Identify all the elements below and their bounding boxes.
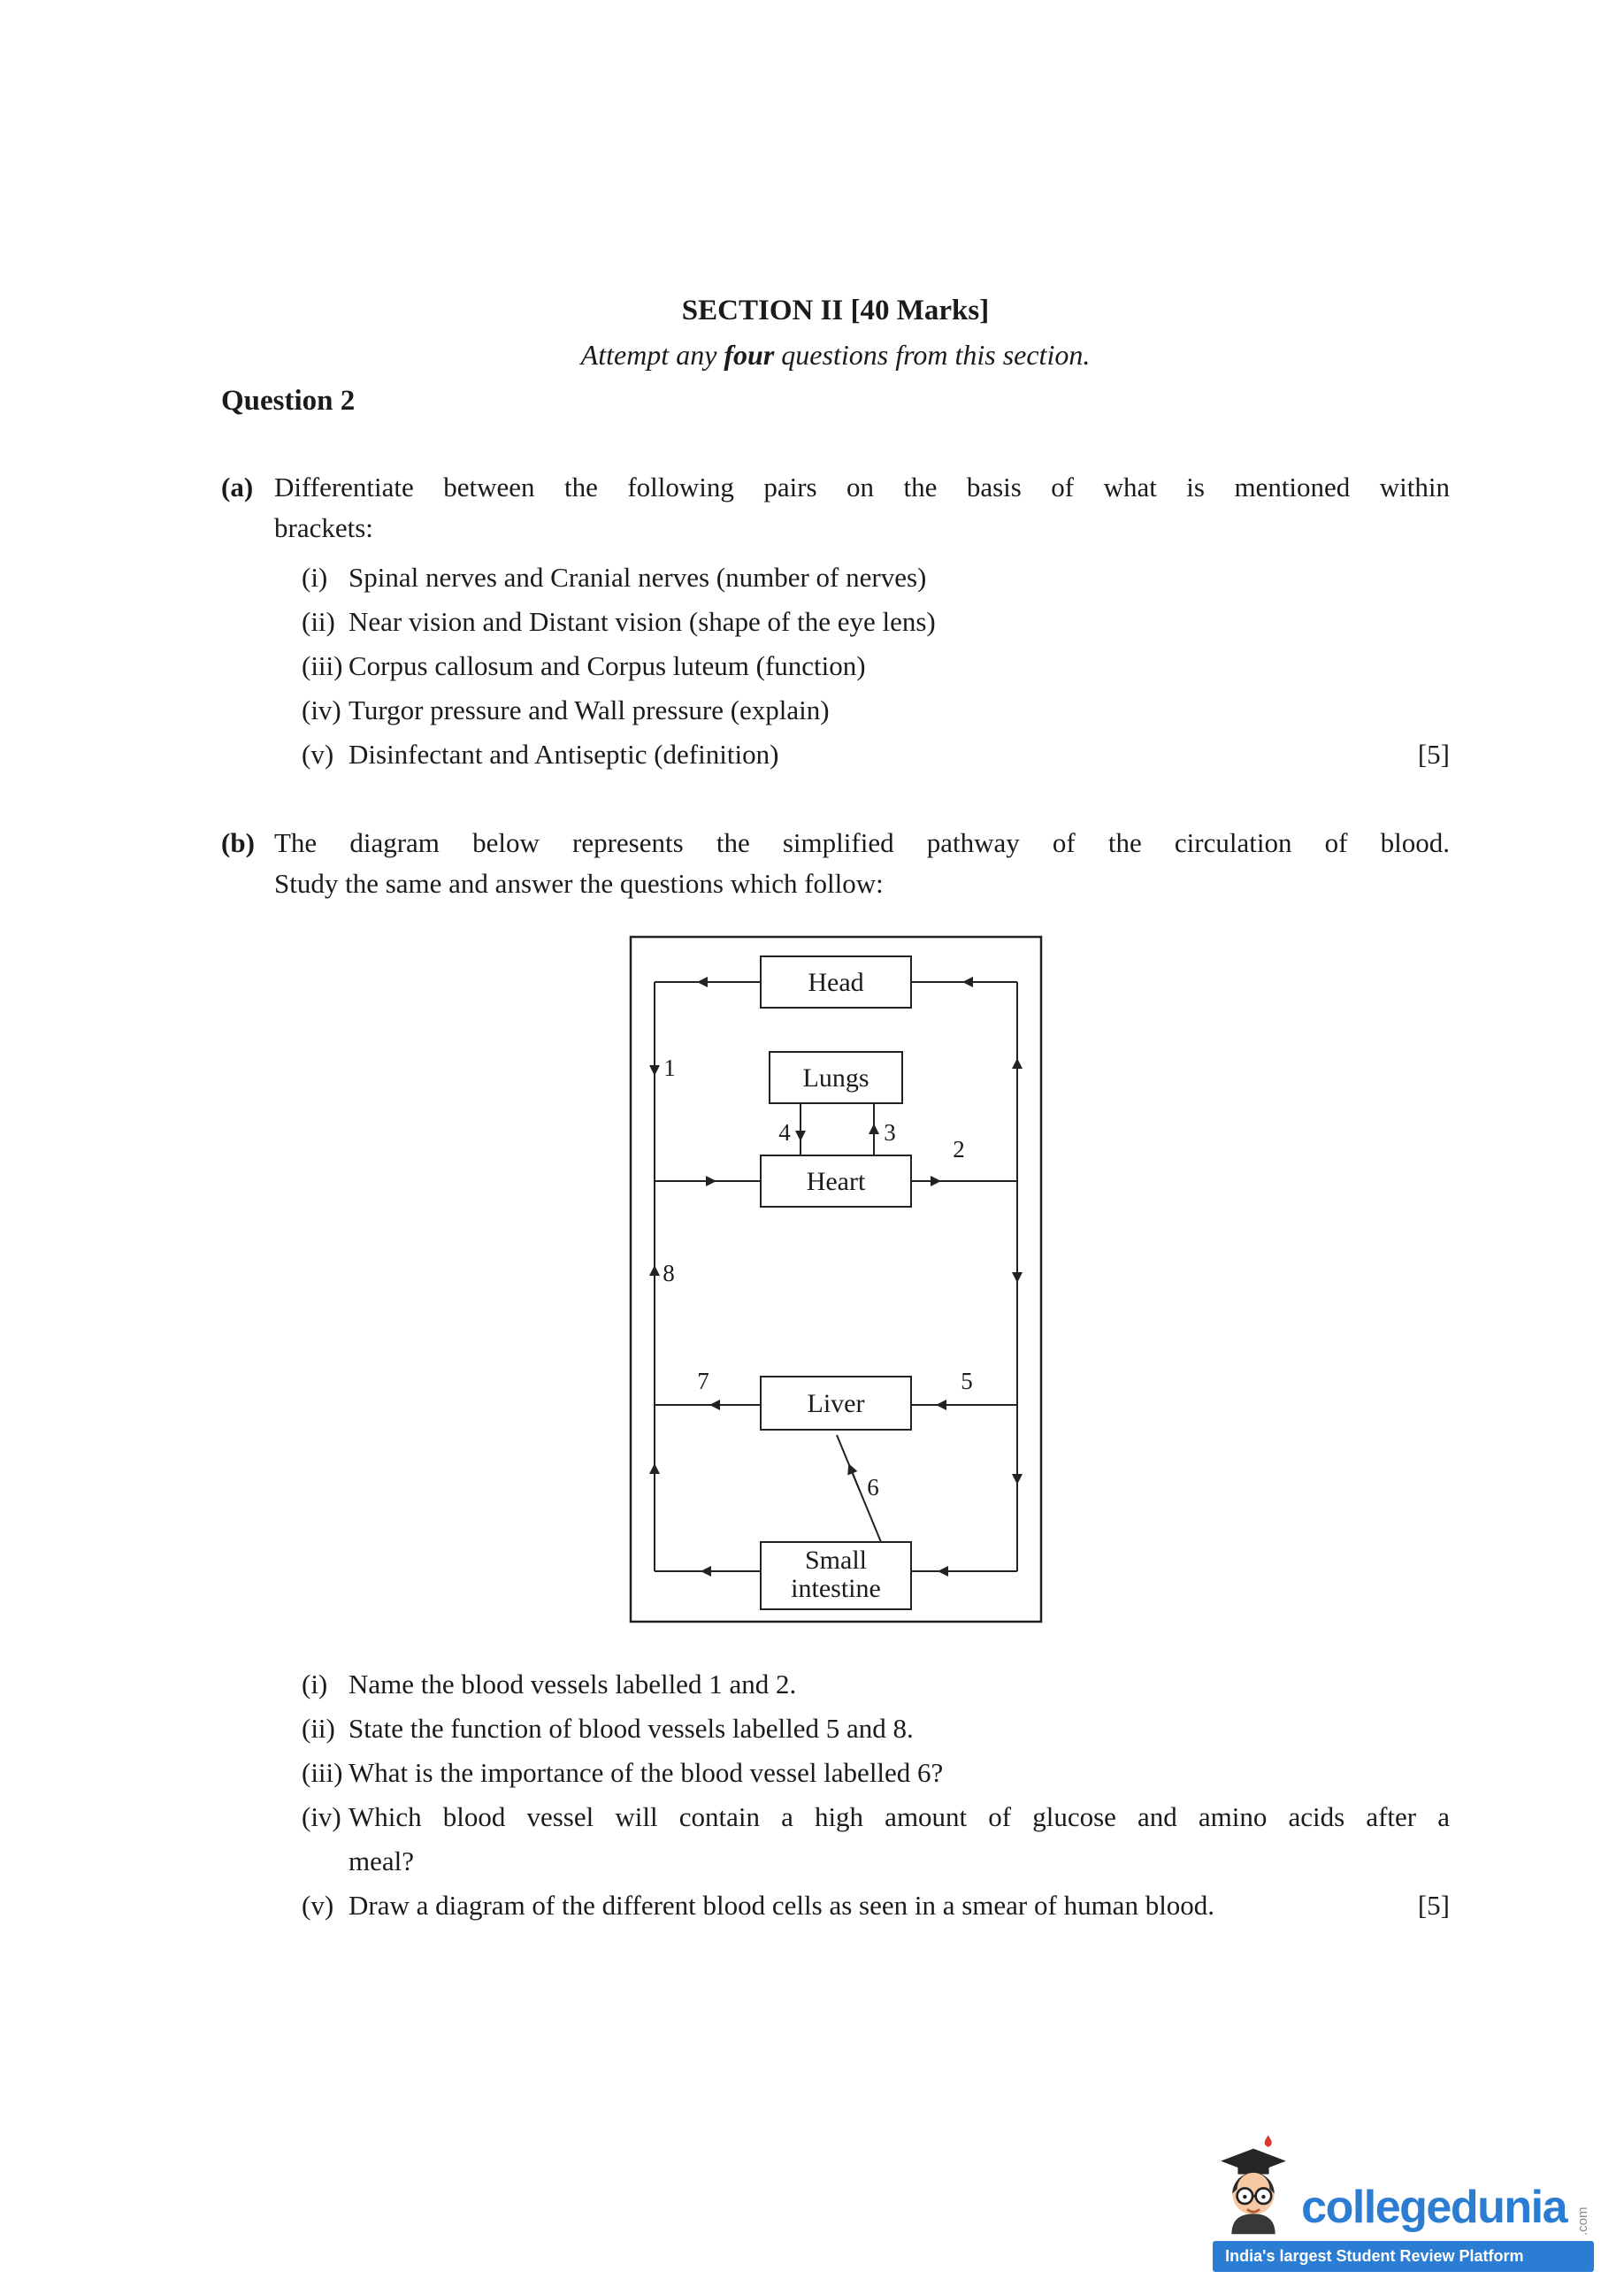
svg-text:intestine: intestine <box>790 1574 881 1603</box>
brand-name: collegedunia <box>1301 2182 1567 2233</box>
question-item <box>302 688 1450 733</box>
organ-box-head <box>761 956 911 1008</box>
item-marker: (v) <box>302 739 334 770</box>
item-marker: (ii) <box>302 1713 335 1744</box>
collegedunia-logo <box>1213 2133 1594 2272</box>
item-marker: (i) <box>302 562 328 593</box>
vessel-label-5: 5 <box>960 1368 973 1394</box>
part-a-text-line1: Differentiate between the following pairs on the basis of what is mentioned within <box>274 472 1450 503</box>
item-text: Name the blood vessels labelled 1 and 2. <box>349 1669 797 1700</box>
vessel-label-7: 7 <box>696 1368 709 1394</box>
question-number: Question 2 <box>221 385 356 417</box>
question-item <box>302 600 1450 644</box>
logo-row <box>1213 2133 1594 2239</box>
question-item <box>302 556 1450 600</box>
marks-badge: [5] <box>1417 739 1450 770</box>
item-text: Turgor pressure and Wall pressure (explain) <box>349 694 830 725</box>
part-b <box>221 823 1450 1928</box>
question-item <box>302 1751 1450 1795</box>
svg-text:Head: Head <box>807 968 864 997</box>
item-text <box>349 1795 1450 1884</box>
item-marker: (v) <box>302 1890 334 1921</box>
item-marker: (iv) <box>302 694 341 725</box>
mascot-icon <box>1214 2133 1292 2236</box>
part-b-head <box>221 823 1450 904</box>
item-text: Corpus callosum and Corpus luteum (function) <box>349 650 866 681</box>
item-marker: (iv) <box>302 1801 341 1832</box>
item-marker: (ii) <box>302 606 335 637</box>
subtitle-prefix: Attempt any <box>580 339 724 371</box>
item-text: Disinfectant and Antiseptic (definition) <box>349 739 779 770</box>
vessel-label-2: 2 <box>952 1136 965 1163</box>
item-text: Draw a diagram of the different blood cells as seen in a smear of human blood. <box>349 1890 1215 1921</box>
svg-text:Liver: Liver <box>807 1389 864 1418</box>
subtitle-emphasis: four <box>724 339 775 371</box>
question-item <box>302 1662 1450 1707</box>
blood-circulation-diagram <box>628 934 1044 1629</box>
item-marker: (i) <box>302 1669 328 1700</box>
item-text: Near vision and Distant vision (shape of the eye lens) <box>349 606 936 637</box>
part-a-label: (a) <box>221 472 254 503</box>
section-title: SECTION II [40 Marks] <box>681 295 990 326</box>
part-b-text-line1: The diagram below represents the simplified pathway of the circulation of blood. <box>274 827 1450 858</box>
vessel-label-8: 8 <box>662 1260 675 1286</box>
red-drop-icon <box>1265 2136 1272 2147</box>
subtitle-suffix: questions from this section. <box>774 339 1091 371</box>
part-b-subquestions <box>302 1662 1450 1928</box>
part-a <box>221 467 1450 777</box>
svg-text:Small: Small <box>804 1546 867 1575</box>
vessel-label-1: 1 <box>663 1055 676 1081</box>
organ-box-lungs <box>770 1052 902 1103</box>
vessel-label-6: 6 <box>866 1474 879 1500</box>
question-item <box>302 1707 1450 1751</box>
diagram-frame <box>631 937 1041 1622</box>
brand-suffix: .com <box>1575 2206 1590 2236</box>
part-b-text-line2: Study the same and answer the questions which follow: <box>274 868 884 899</box>
organ-box-heart <box>761 1155 911 1207</box>
item-marker: (iii) <box>302 1757 343 1788</box>
part-a-text <box>274 467 1450 549</box>
item-text: Spinal nerves and Cranial nerves (number of nerves) <box>349 562 927 593</box>
item-text: What is the importance of the blood vessel labelled 6? <box>349 1757 944 1788</box>
item-text: State the function of blood vessels labelled 5 and 8. <box>349 1713 914 1744</box>
part-a-text-line2: brackets: <box>274 512 373 543</box>
svg-text:Heart: Heart <box>806 1167 865 1196</box>
organ-box-liver <box>761 1377 911 1430</box>
svg-text:Lungs: Lungs <box>802 1063 869 1093</box>
question-item <box>302 1884 1450 1928</box>
part-b-label: (b) <box>221 827 255 858</box>
vessel-label-3: 3 <box>883 1119 896 1146</box>
organ-box-small-intestine <box>761 1542 911 1609</box>
part-b-text <box>274 823 1450 904</box>
question-item <box>302 644 1450 688</box>
part-a-subquestions <box>302 556 1450 777</box>
part-a-head <box>221 467 1450 549</box>
marks-badge: [5] <box>1417 1890 1450 1921</box>
circulation-diagram-svg <box>628 934 1044 1624</box>
question-item <box>302 733 1450 777</box>
brand-tagline: India's largest Student Review Platform <box>1213 2241 1594 2272</box>
item-text-line2: meal? <box>349 1845 415 1876</box>
item-text-line1: Which blood vessel will contain a high amount of glucose and amino acids after a <box>349 1801 1450 1832</box>
question-item <box>302 1795 1450 1884</box>
vessel-label-4: 4 <box>778 1119 791 1146</box>
item-marker: (iii) <box>302 650 343 681</box>
section-subtitle <box>221 334 1450 375</box>
